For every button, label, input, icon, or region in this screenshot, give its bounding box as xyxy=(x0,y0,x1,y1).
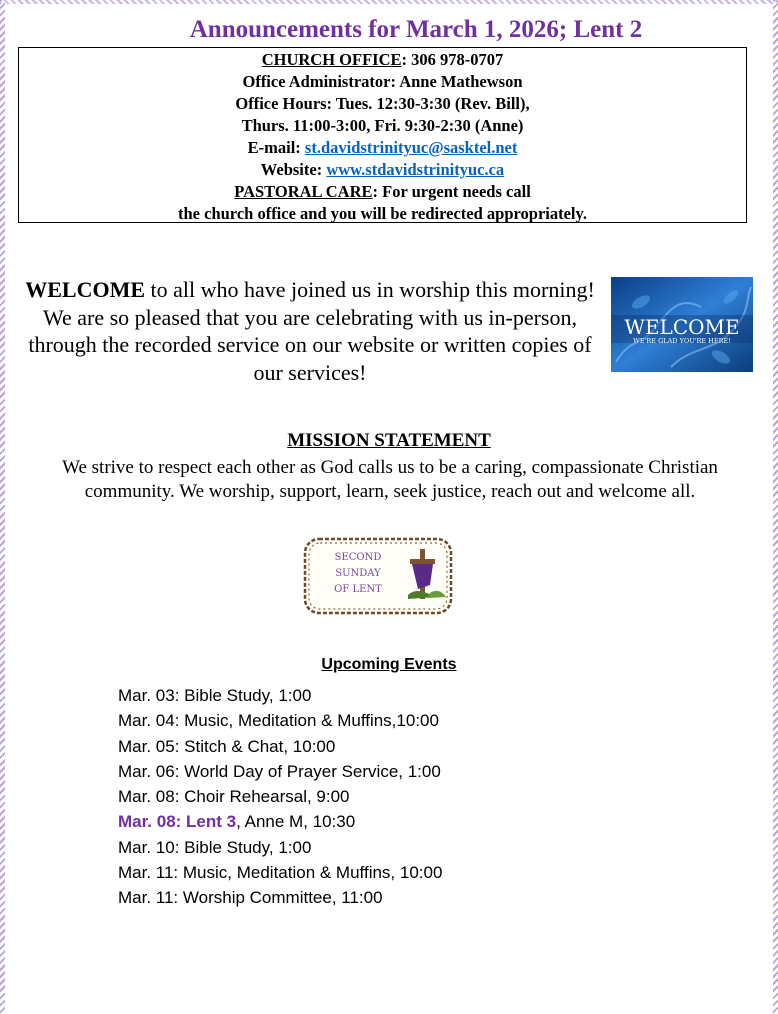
welcome-image xyxy=(611,277,753,372)
event-item: Mar. 08: Lent 3, Anne M, 10:30 xyxy=(118,812,356,832)
church-office-box xyxy=(18,47,747,223)
lent-image-line2: SUNDAY xyxy=(335,568,381,579)
website-label: Website: xyxy=(260,160,327,179)
mission-text: We strive to respect each other as God calls us to be a caring, compassionate Christian community. We worship, support, learn, seek justice, reach out and welcome all. xyxy=(62,457,718,502)
lent-image-line3: OF LENT xyxy=(334,584,382,595)
welcome-lead: WELCOME xyxy=(25,277,146,302)
event-item: Mar. 08: Choir Rehearsal, 9:00 xyxy=(118,787,350,807)
office-website-line xyxy=(19,159,746,181)
pastoral-care-line2: the church office and you will be redirected appropriately. xyxy=(178,204,587,223)
upcoming-events-heading: Upcoming Events xyxy=(321,656,457,673)
event-highlight: Mar. 08: Lent 3 xyxy=(118,812,237,832)
email-label: E-mail: xyxy=(247,138,305,157)
office-email-line xyxy=(19,137,746,159)
office-hours-line1: Office Hours: Tues. 12:30-3:30 (Rev. Bill), xyxy=(235,94,530,113)
office-hours-line2: Thurs. 11:00-3:00, Fri. 9:30-2:30 (Anne) xyxy=(241,116,524,135)
upcoming-events-list xyxy=(118,683,442,911)
page-border-left xyxy=(0,0,5,1014)
event-item: Mar. 11: Music, Meditation & Muffins, 10:00 xyxy=(118,863,443,883)
event-item: Mar. 06: World Day of Prayer Service, 1:00 xyxy=(118,761,441,781)
welcome-image-text: WELCOME xyxy=(624,315,740,339)
welcome-image-subtext: WE'RE GLAD YOU'RE HERE! xyxy=(633,337,731,345)
mission-heading: MISSION STATEMENT xyxy=(287,430,491,451)
welcome-text: to all who have joined us in worship this morning! We are so pleased that you are celebrating with us in-person, through the recorded service on our website or written copies of our services! xyxy=(28,277,595,385)
email-link[interactable]: st.davidstrinityuc@sasktel.net xyxy=(304,138,518,157)
second-sunday-of-lent-image xyxy=(300,533,457,620)
page-border-top xyxy=(0,0,778,4)
lent-image-line1: SECOND xyxy=(334,552,382,563)
pastoral-care-text: : For urgent needs call xyxy=(372,182,531,201)
event-item: Mar. 11: Worship Committee, 11:00 xyxy=(118,888,383,908)
welcome-paragraph xyxy=(18,276,602,386)
office-phone-line xyxy=(19,49,746,71)
event-item: Mar. 05: Stitch & Chat, 10:00 xyxy=(118,736,336,756)
page-border-right xyxy=(773,0,778,1014)
office-label: CHURCH OFFICE xyxy=(261,50,402,69)
event-item: Mar. 10: Bible Study, 1:00 xyxy=(118,837,312,857)
office-phone: : 306 978-0707 xyxy=(401,50,504,69)
event-item: Mar. 04: Music, Meditation & Muffins,10:00 xyxy=(118,711,439,731)
pastoral-care-line xyxy=(19,181,746,203)
office-administrator: Office Administrator: Anne Mathewson xyxy=(242,72,523,91)
pastoral-care-label: PASTORAL CARE xyxy=(234,182,373,201)
website-link[interactable]: www.stdavidstrinityuc.ca xyxy=(326,160,505,179)
page-title: Announcements for March 1, 2026; Lent 2 xyxy=(189,16,643,43)
event-item: Mar. 03: Bible Study, 1:00 xyxy=(118,686,312,705)
